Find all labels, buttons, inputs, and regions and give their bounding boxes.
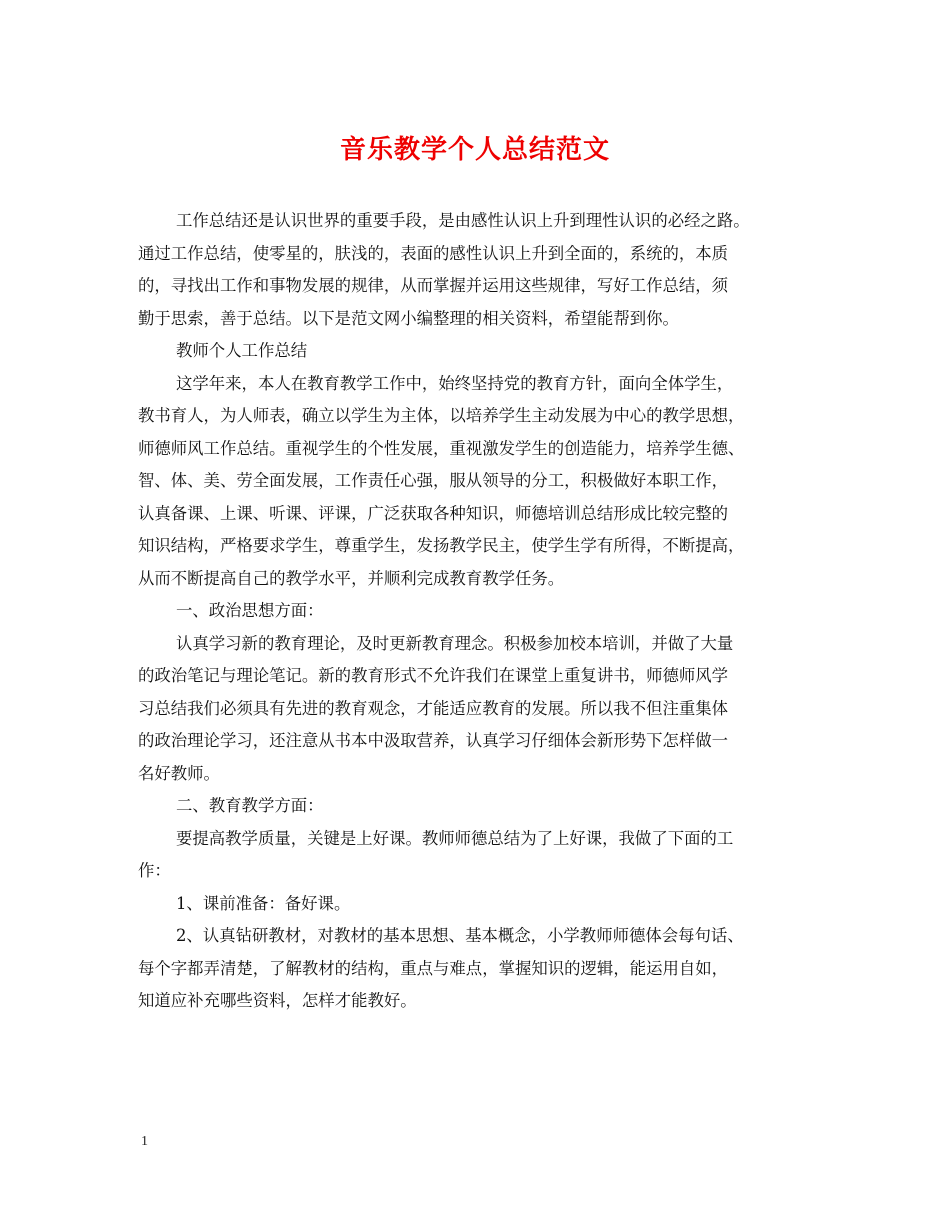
body-line: 教书育人，为人师表，确立以学生为主体，以培养学生主动发展为中心的教学思想，: [138, 406, 745, 425]
body-line: 师德师风工作总结。重视学生的个性发展，重视激发学生的创造能力，培养学生德、: [138, 438, 745, 458]
body-line: 每个字都弄清楚，了解教材的结构，重点与难点，掌握知识的逻辑，能运用自如，: [138, 958, 729, 978]
document-body: [138, 205, 818, 1018]
body-line: 作：: [138, 861, 171, 880]
body-line: 勤于思索，善于总结。以下是范文网小编整理的相关资料，希望能帮到你。: [138, 308, 679, 328]
body-line: 知识结构，严格要求学生，尊重学生，发扬教学民主，使学生学有所得，不断提高，: [138, 536, 745, 555]
body-line: 教师个人工作总结: [176, 341, 308, 360]
page-number: 1: [141, 1134, 148, 1149]
body-line: 习总结我们必须具有先进的教育观念，才能适应教育的发展。所以我不但注重集体: [138, 698, 729, 718]
body-line: 要提高教学质量，关键是上好课。教师师德总结为了上好课，我做了下面的工: [176, 828, 734, 848]
body-line: 一、政治思想方面：: [176, 601, 324, 620]
body-line: 的政治笔记与理论笔记。新的教育形式不允许我们在课堂上重复讲书，师德师风学: [138, 666, 729, 685]
document-title: 音乐教学个人总结范文: [339, 135, 610, 165]
body-line: 2、认真钻研教材，对教材的基本思想、基本概念，小学教师师德体会每句话、: [176, 926, 744, 945]
body-line: 的政治理论学习，还注意从书本中汲取营养，认真学习仔细体会新形势下怎样做一: [138, 731, 729, 750]
body-line: 认真备课、上课、听课、评课，广泛获取各种知识，师德培训总结形成比较完整的: [138, 503, 729, 523]
body-line: 工作总结还是认识世界的重要手段，是由感性认识上升到理性认识的必经之路。: [176, 211, 750, 230]
body-line: 二、教育教学方面：: [176, 796, 324, 815]
body-line: 的，寻找出工作和事物发展的规律，从而掌握并运用这些规律，写好工作总结，须: [138, 276, 729, 295]
body-line: 通过工作总结，使零星的，肤浅的，表面的感性认识上升到全面的，系统的，本质: [138, 243, 729, 263]
body-line: 从而不断提高自己的教学水平，并顺利完成教育教学任务。: [138, 568, 565, 588]
body-line: 智、体、美、劳全面发展，工作责任心强，服从领导的分工，积极做好本职工作，: [138, 471, 729, 490]
body-line: 1、课前准备：备好课。: [176, 893, 351, 913]
body-line: 名好教师。: [138, 763, 220, 783]
body-line: 认真学习新的教育理论，及时更新教育理念。积极参加校本培训，并做了大量: [176, 633, 734, 653]
body-line: 这学年来，本人在教育教学工作中，始终坚持党的教育方针，面向全体学生，: [176, 373, 734, 393]
body-line: 知道应补充哪些资料，怎样才能教好。: [138, 991, 417, 1010]
